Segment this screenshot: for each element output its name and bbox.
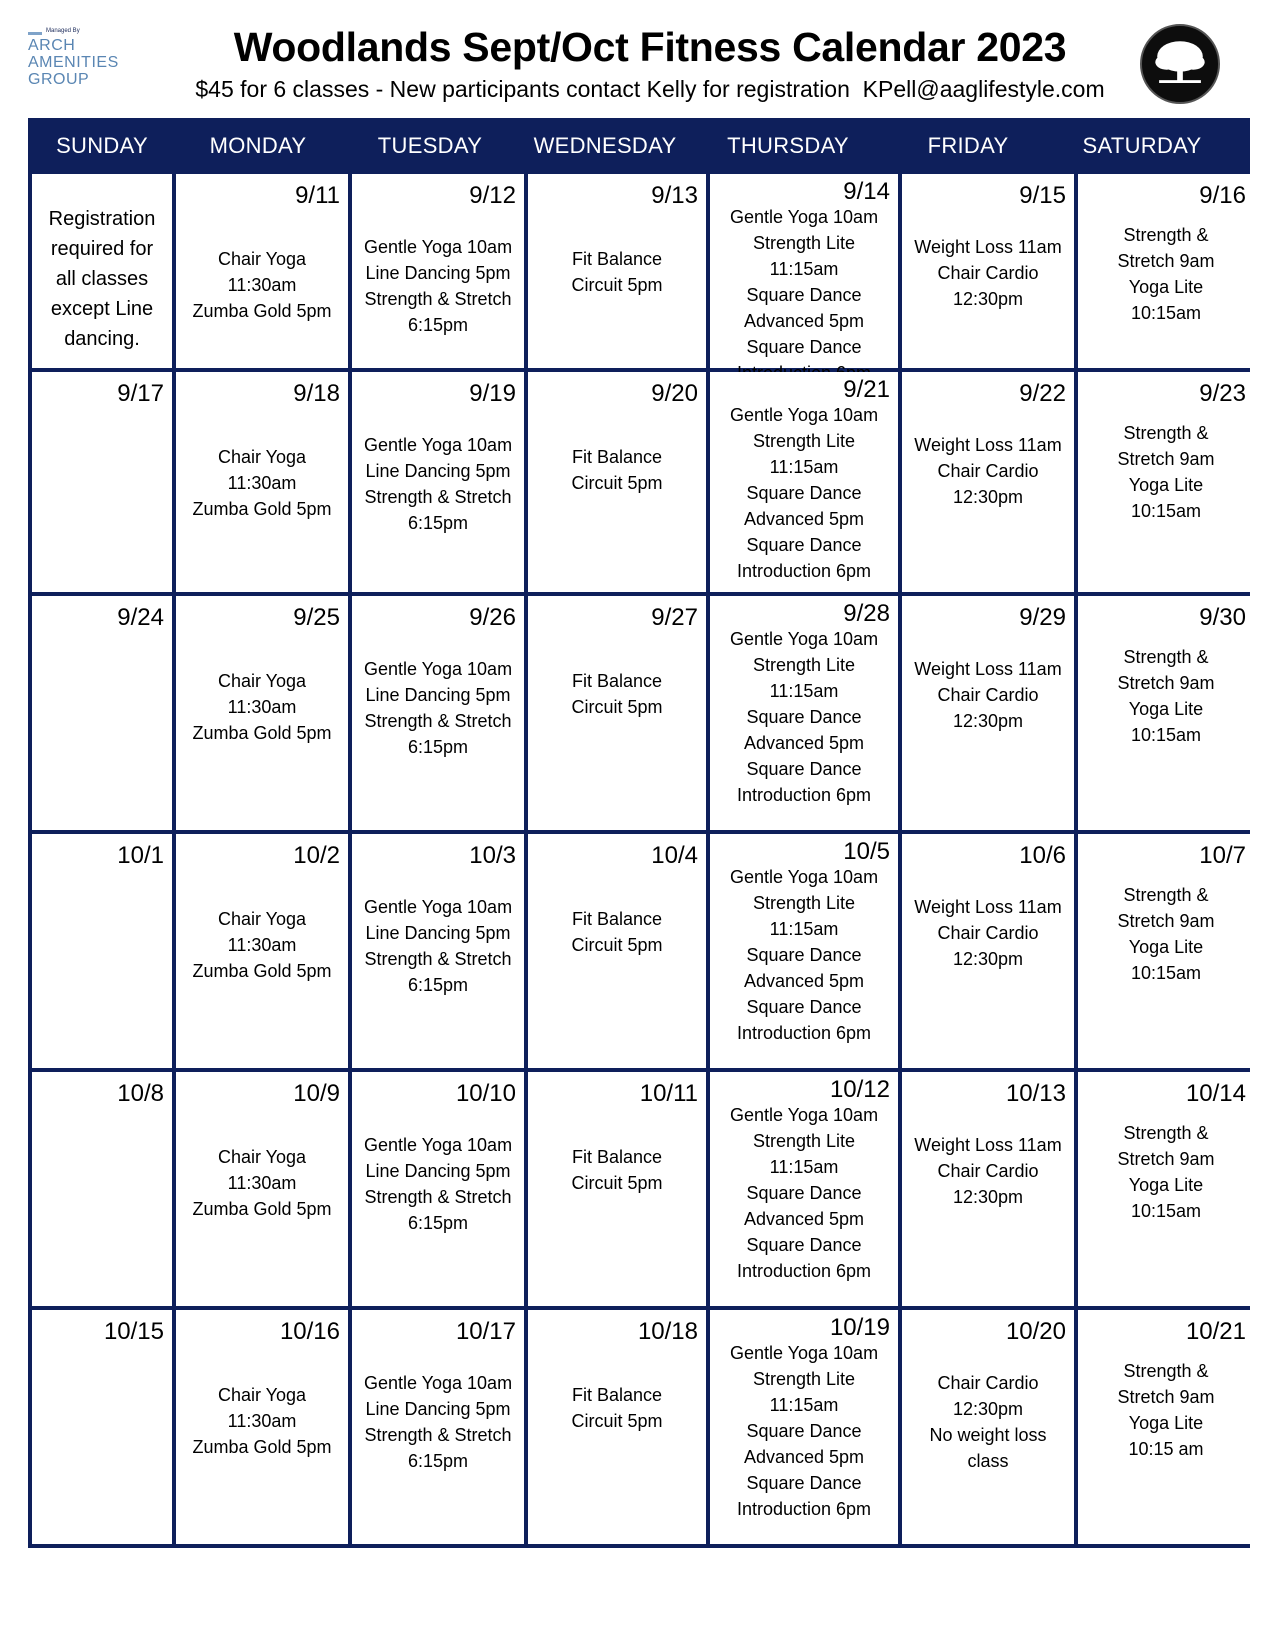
header-friday: FRIDAY: [927, 133, 1009, 158]
class-entry: Zumba Gold 5pm: [192, 301, 332, 321]
class-entry: 11:30am: [227, 1173, 297, 1193]
day-date: 10/3: [469, 842, 516, 869]
class-entry: Stretch 9am: [1117, 673, 1215, 693]
class-entry: Strength &: [1123, 885, 1209, 905]
class-entry: Line Dancing 5pm: [365, 1399, 511, 1419]
class-entry: Square Dance: [746, 1183, 862, 1203]
day-date: 10/8: [117, 1080, 164, 1107]
day-date: 10/18: [637, 1318, 698, 1345]
class-entry: Strength &: [1123, 647, 1209, 667]
class-entry: Fit Balance: [571, 671, 663, 691]
day-cell-sun: [32, 834, 172, 1068]
day-date: 9/25: [293, 604, 340, 631]
day-date: 9/27: [651, 604, 698, 631]
class-list: [528, 906, 706, 958]
class-entry: Stretch 9am: [1117, 911, 1215, 931]
class-entry: 6:15pm: [407, 1451, 469, 1471]
class-entry: 6:15pm: [407, 737, 469, 757]
class-entry: Square Dance: [746, 1421, 862, 1441]
class-entry: Zumba Gold 5pm: [192, 1199, 332, 1219]
class-entry: 10:15 am: [1128, 1439, 1204, 1459]
day-cell-mon: [176, 1072, 348, 1306]
day-date: 10/9: [293, 1080, 340, 1107]
class-list: [176, 906, 348, 984]
day-cell-wed: [528, 1072, 706, 1306]
class-entry: Weight Loss 11am: [914, 1135, 1062, 1155]
day-date: 10/16: [279, 1318, 340, 1345]
class-entry: Fit Balance: [571, 249, 663, 269]
day-cell-mon: [176, 834, 348, 1068]
registration-note-line: Registration: [48, 208, 156, 230]
calendar-week-row: [32, 170, 1246, 368]
class-entry: Gentle Yoga 10am: [729, 207, 879, 227]
class-entry: Gentle Yoga 10am: [729, 1105, 879, 1125]
class-entry: Gentle Yoga 10am: [729, 629, 879, 649]
class-entry: Circuit 5pm: [571, 1173, 663, 1193]
class-list: [710, 1340, 898, 1522]
class-entry: Advanced 5pm: [743, 1209, 865, 1229]
registration-note-line: except Line: [50, 298, 154, 320]
day-date: 9/22: [1019, 380, 1066, 407]
day-date: 9/17: [117, 380, 164, 407]
class-entry: Strength & Stretch: [364, 487, 512, 507]
header-sunday: SUNDAY: [56, 133, 148, 158]
class-entry: Chair Cardio: [937, 923, 1039, 943]
day-cell-thu: [710, 596, 898, 830]
class-list: [1078, 1358, 1254, 1462]
class-list: [1078, 1120, 1254, 1224]
day-date: 9/20: [651, 380, 698, 407]
class-entry: Chair Cardio: [937, 685, 1039, 705]
arch-amenities-logo: [28, 26, 138, 98]
day-date: 10/7: [1199, 842, 1246, 869]
registration-note-line: dancing.: [64, 328, 140, 350]
class-entry: Introduction 6pm: [736, 1023, 872, 1043]
class-entry: Square Dance: [746, 337, 862, 357]
day-date: 9/18: [293, 380, 340, 407]
logo-accent-bar: [28, 32, 42, 35]
day-cell-wed: [528, 174, 706, 368]
class-entry: Square Dance: [746, 759, 862, 779]
class-entry: 11:15am: [769, 681, 839, 701]
class-entry: Strength & Stretch: [364, 949, 512, 969]
class-entry: Fit Balance: [571, 1147, 663, 1167]
class-entry: 12:30pm: [952, 1399, 1024, 1419]
day-date: 9/15: [1019, 182, 1066, 209]
class-entry: Introduction 6pm: [736, 561, 872, 581]
registration-note-line: required for: [50, 238, 154, 260]
day-cell-fri: [902, 834, 1074, 1068]
class-entry: Strength Lite: [752, 1131, 856, 1151]
class-entry: 12:30pm: [952, 289, 1024, 309]
class-entry: Gentle Yoga 10am: [363, 897, 513, 917]
class-entry: Circuit 5pm: [571, 275, 663, 295]
day-cell-sat: [1078, 372, 1254, 592]
class-list: [528, 1382, 706, 1434]
class-entry: Line Dancing 5pm: [365, 685, 511, 705]
class-entry: Gentle Yoga 10am: [729, 1343, 879, 1363]
class-entry: Zumba Gold 5pm: [192, 499, 332, 519]
day-cell-sun: [32, 1072, 172, 1306]
class-entry: Zumba Gold 5pm: [192, 723, 332, 743]
header-tuesday: TUESDAY: [377, 133, 483, 158]
day-date: 9/29: [1019, 604, 1066, 631]
class-entry: Strength Lite: [752, 893, 856, 913]
tree-logo-icon: [1140, 24, 1220, 104]
class-entry: Chair Cardio: [937, 461, 1039, 481]
day-cell-fri: [902, 1310, 1074, 1544]
class-list: [710, 204, 898, 386]
class-list: [902, 1132, 1074, 1210]
class-entry: Yoga Lite: [1128, 699, 1204, 719]
class-entry: 12:30pm: [952, 1187, 1024, 1207]
day-date: 9/23: [1199, 380, 1246, 407]
day-cell-wed: [528, 834, 706, 1068]
class-entry: 11:30am: [227, 473, 297, 493]
class-entry: Chair Cardio: [937, 263, 1039, 283]
calendar-week-row: [32, 368, 1246, 592]
class-entry: Stretch 9am: [1117, 449, 1215, 469]
class-entry: Square Dance: [746, 1473, 862, 1493]
class-entry: 10:15am: [1130, 501, 1202, 521]
day-cell-wed: [528, 596, 706, 830]
day-cell-thu: [710, 834, 898, 1068]
day-date: 10/13: [1005, 1080, 1066, 1107]
class-entry: Yoga Lite: [1128, 937, 1204, 957]
day-date: 10/19: [829, 1314, 890, 1341]
calendar-week-row: [32, 592, 1246, 830]
class-entry: Strength &: [1123, 423, 1209, 443]
day-cell-fri: [902, 372, 1074, 592]
class-entry: No weight loss: [929, 1425, 1047, 1445]
day-cell-tue: [352, 1072, 524, 1306]
class-entry: Square Dance: [746, 997, 862, 1017]
class-entry: Chair Yoga: [217, 671, 307, 691]
day-date: 10/5: [843, 838, 890, 865]
class-entry: Gentle Yoga 10am: [363, 1373, 513, 1393]
day-cell-thu: [710, 174, 898, 368]
class-entry: 12:30pm: [952, 711, 1024, 731]
header-monday: MONDAY: [209, 133, 307, 158]
class-entry: 11:15am: [769, 259, 839, 279]
class-entry: Square Dance: [746, 1235, 862, 1255]
class-entry: 11:30am: [227, 935, 297, 955]
day-date: 9/13: [651, 182, 698, 209]
header-saturday: SATURDAY: [1082, 133, 1202, 158]
class-entry: Chair Yoga: [217, 249, 307, 269]
class-entry: Weight Loss 11am: [914, 897, 1062, 917]
class-entry: Line Dancing 5pm: [365, 263, 511, 283]
class-list: [1078, 420, 1254, 524]
class-entry: 10:15am: [1130, 303, 1202, 323]
class-entry: Strength Lite: [752, 233, 856, 253]
class-entry: Fit Balance: [571, 1385, 663, 1405]
logo-managed-by: Managed By: [46, 28, 80, 34]
class-entry: Square Dance: [746, 945, 862, 965]
class-entry: Line Dancing 5pm: [365, 461, 511, 481]
class-entry: Zumba Gold 5pm: [192, 1437, 332, 1457]
day-date: 10/4: [651, 842, 698, 869]
class-entry: Chair Yoga: [217, 1147, 307, 1167]
class-entry: 6:15pm: [407, 315, 469, 335]
day-date: 9/11: [295, 182, 340, 209]
class-entry: Yoga Lite: [1128, 277, 1204, 297]
class-list: [902, 234, 1074, 312]
class-entry: 10:15am: [1130, 1201, 1202, 1221]
class-entry: Introduction 6pm: [736, 1261, 872, 1281]
class-entry: class: [967, 1451, 1009, 1471]
class-entry: Yoga Lite: [1128, 1413, 1204, 1433]
class-entry: Introduction 6pm: [736, 785, 872, 805]
class-list: [352, 656, 524, 760]
logo-line-2: AMENITIES: [28, 54, 119, 71]
day-date: 9/30: [1199, 604, 1246, 631]
class-list: [352, 234, 524, 338]
class-entry: Strength & Stretch: [364, 289, 512, 309]
class-entry: Strength &: [1123, 225, 1209, 245]
day-date: 10/11: [639, 1080, 698, 1107]
day-date: 10/15: [103, 1318, 164, 1345]
logo-line-3: GROUP: [28, 71, 90, 88]
class-list: [176, 246, 348, 324]
logo-line-1: ARCH: [28, 37, 76, 54]
class-entry: Advanced 5pm: [743, 1447, 865, 1467]
class-entry: 11:15am: [769, 457, 839, 477]
class-entry: Fit Balance: [571, 909, 663, 929]
day-cell-wed: [528, 372, 706, 592]
day-cell-sun: [32, 596, 172, 830]
class-list: [902, 894, 1074, 972]
class-entry: Square Dance: [746, 285, 862, 305]
calendar-week-row: [32, 1068, 1246, 1306]
class-entry: Strength Lite: [752, 431, 856, 451]
day-cell-sun: [32, 174, 172, 368]
class-entry: Chair Yoga: [217, 1385, 307, 1405]
class-entry: Fit Balance: [571, 447, 663, 467]
class-list: [176, 1382, 348, 1460]
class-list: [1078, 644, 1254, 748]
day-date: 9/19: [469, 380, 516, 407]
class-entry: Advanced 5pm: [743, 733, 865, 753]
day-date: 9/14: [843, 178, 890, 205]
fitness-calendar: [28, 118, 1250, 1548]
day-date: 9/26: [469, 604, 516, 631]
class-entry: Gentle Yoga 10am: [729, 867, 879, 887]
class-list: [902, 656, 1074, 734]
class-entry: Square Dance: [746, 707, 862, 727]
class-list: [176, 444, 348, 522]
class-entry: Weight Loss 11am: [914, 237, 1062, 257]
class-entry: Stretch 9am: [1117, 1149, 1215, 1169]
class-entry: 11:30am: [227, 1411, 297, 1431]
day-cell-tue: [352, 174, 524, 368]
registration-note: [36, 204, 168, 354]
class-entry: Strength & Stretch: [364, 711, 512, 731]
day-cell-sat: [1078, 1310, 1254, 1544]
day-cell-fri: [902, 1072, 1074, 1306]
page-title: Woodlands Sept/Oct Fitness Calendar 2023: [233, 24, 1067, 70]
class-entry: Stretch 9am: [1117, 251, 1215, 271]
class-list: [352, 894, 524, 998]
header-wednesday: WEDNESDAY: [533, 133, 677, 158]
class-list: [176, 1144, 348, 1222]
calendar-week-row: [32, 830, 1246, 1068]
class-list: [902, 432, 1074, 510]
day-date: 10/17: [455, 1318, 516, 1345]
class-entry: Gentle Yoga 10am: [363, 659, 513, 679]
day-cell-thu: [710, 1310, 898, 1544]
class-entry: Strength &: [1123, 1361, 1209, 1381]
day-cell-thu: [710, 372, 898, 592]
day-date: 10/10: [455, 1080, 516, 1107]
class-list: [710, 1102, 898, 1284]
day-date: 9/16: [1199, 182, 1246, 209]
class-entry: Weight Loss 11am: [914, 435, 1062, 455]
day-cell-tue: [352, 834, 524, 1068]
class-entry: 11:15am: [769, 1395, 839, 1415]
day-cell-sun: [32, 372, 172, 592]
class-entry: Zumba Gold 5pm: [192, 961, 332, 981]
class-entry: 11:15am: [769, 1157, 839, 1177]
header-thursday: THURSDAY: [727, 133, 849, 158]
class-entry: 10:15am: [1130, 725, 1202, 745]
class-entry: Chair Cardio: [937, 1373, 1039, 1393]
class-entry: Circuit 5pm: [571, 935, 663, 955]
day-cell-mon: [176, 372, 348, 592]
class-entry: Circuit 5pm: [571, 697, 663, 717]
class-entry: Introduction 6pm: [736, 1499, 872, 1519]
day-cell-mon: [176, 1310, 348, 1544]
class-entry: Gentle Yoga 10am: [729, 405, 879, 425]
class-entry: Chair Cardio: [937, 1161, 1039, 1181]
class-entry: Line Dancing 5pm: [365, 923, 511, 943]
class-entry: 11:30am: [227, 275, 297, 295]
day-cell-fri: [902, 174, 1074, 368]
day-date: 9/28: [843, 600, 890, 627]
class-entry: Gentle Yoga 10am: [363, 237, 513, 257]
day-cell-tue: [352, 1310, 524, 1544]
class-entry: 12:30pm: [952, 487, 1024, 507]
class-entry: Advanced 5pm: [743, 971, 865, 991]
class-list: [352, 432, 524, 536]
day-date: 9/21: [843, 376, 890, 403]
class-entry: Yoga Lite: [1128, 1175, 1204, 1195]
day-cell-tue: [352, 596, 524, 830]
day-cell-thu: [710, 1072, 898, 1306]
day-date: 10/6: [1019, 842, 1066, 869]
day-date: 10/20: [1005, 1318, 1066, 1345]
class-entry: Chair Yoga: [217, 909, 307, 929]
day-date: 9/24: [117, 604, 164, 631]
class-list: [528, 668, 706, 720]
class-entry: Strength &: [1123, 1123, 1209, 1143]
class-list: [902, 1370, 1074, 1474]
calendar-weeks: [32, 170, 1246, 1544]
day-cell-tue: [352, 372, 524, 592]
day-cell-mon: [176, 596, 348, 830]
class-entry: Square Dance: [746, 483, 862, 503]
class-entry: Stretch 9am: [1117, 1387, 1215, 1407]
day-cell-mon: [176, 174, 348, 368]
class-entry: 6:15pm: [407, 975, 469, 995]
class-entry: 6:15pm: [407, 513, 469, 533]
class-entry: Strength Lite: [752, 1369, 856, 1389]
class-entry: 12:30pm: [952, 949, 1024, 969]
class-entry: Advanced 5pm: [743, 509, 865, 529]
day-date: 10/1: [117, 842, 164, 869]
class-entry: 6:15pm: [407, 1213, 469, 1233]
class-list: [1078, 222, 1254, 326]
weekday-header: [32, 122, 1246, 170]
class-list: [710, 864, 898, 1046]
day-date: 10/14: [1185, 1080, 1246, 1107]
class-entry: Circuit 5pm: [571, 473, 663, 493]
class-entry: Chair Yoga: [217, 447, 307, 467]
day-cell-wed: [528, 1310, 706, 1544]
class-entry: Gentle Yoga 10am: [363, 1135, 513, 1155]
class-entry: Circuit 5pm: [571, 1411, 663, 1431]
class-list: [710, 402, 898, 584]
class-entry: Square Dance: [746, 535, 862, 555]
class-list: [176, 668, 348, 746]
class-entry: Weight Loss 11am: [914, 659, 1062, 679]
class-list: [352, 1132, 524, 1236]
day-cell-sat: [1078, 1072, 1254, 1306]
day-cell-sun: [32, 1310, 172, 1544]
class-list: [528, 444, 706, 496]
class-entry: 11:30am: [227, 697, 297, 717]
page-subtitle: $45 for 6 classes - New participants contact Kelly for registration KPell@aaglifestyle.com: [195, 76, 1105, 102]
day-date: 10/21: [1185, 1318, 1246, 1345]
day-date: 10/2: [293, 842, 340, 869]
class-list: [528, 246, 706, 298]
class-entry: Gentle Yoga 10am: [363, 435, 513, 455]
registration-note-line: all classes: [55, 268, 149, 290]
class-entry: 11:15am: [769, 919, 839, 939]
day-cell-sat: [1078, 174, 1254, 368]
day-cell-sat: [1078, 834, 1254, 1068]
day-date: 9/12: [469, 182, 516, 209]
class-list: [352, 1370, 524, 1474]
class-entry: Advanced 5pm: [743, 311, 865, 331]
class-entry: Strength & Stretch: [364, 1187, 512, 1207]
class-list: [710, 626, 898, 808]
class-entry: Yoga Lite: [1128, 475, 1204, 495]
day-cell-fri: [902, 596, 1074, 830]
class-list: [528, 1144, 706, 1196]
day-date: 10/12: [829, 1076, 890, 1103]
day-cell-sat: [1078, 596, 1254, 830]
class-entry: Strength & Stretch: [364, 1425, 512, 1445]
class-entry: 10:15am: [1130, 963, 1202, 983]
class-list: [1078, 882, 1254, 986]
class-entry: Line Dancing 5pm: [365, 1161, 511, 1181]
class-entry: Strength Lite: [752, 655, 856, 675]
calendar-week-row: [32, 1306, 1246, 1544]
